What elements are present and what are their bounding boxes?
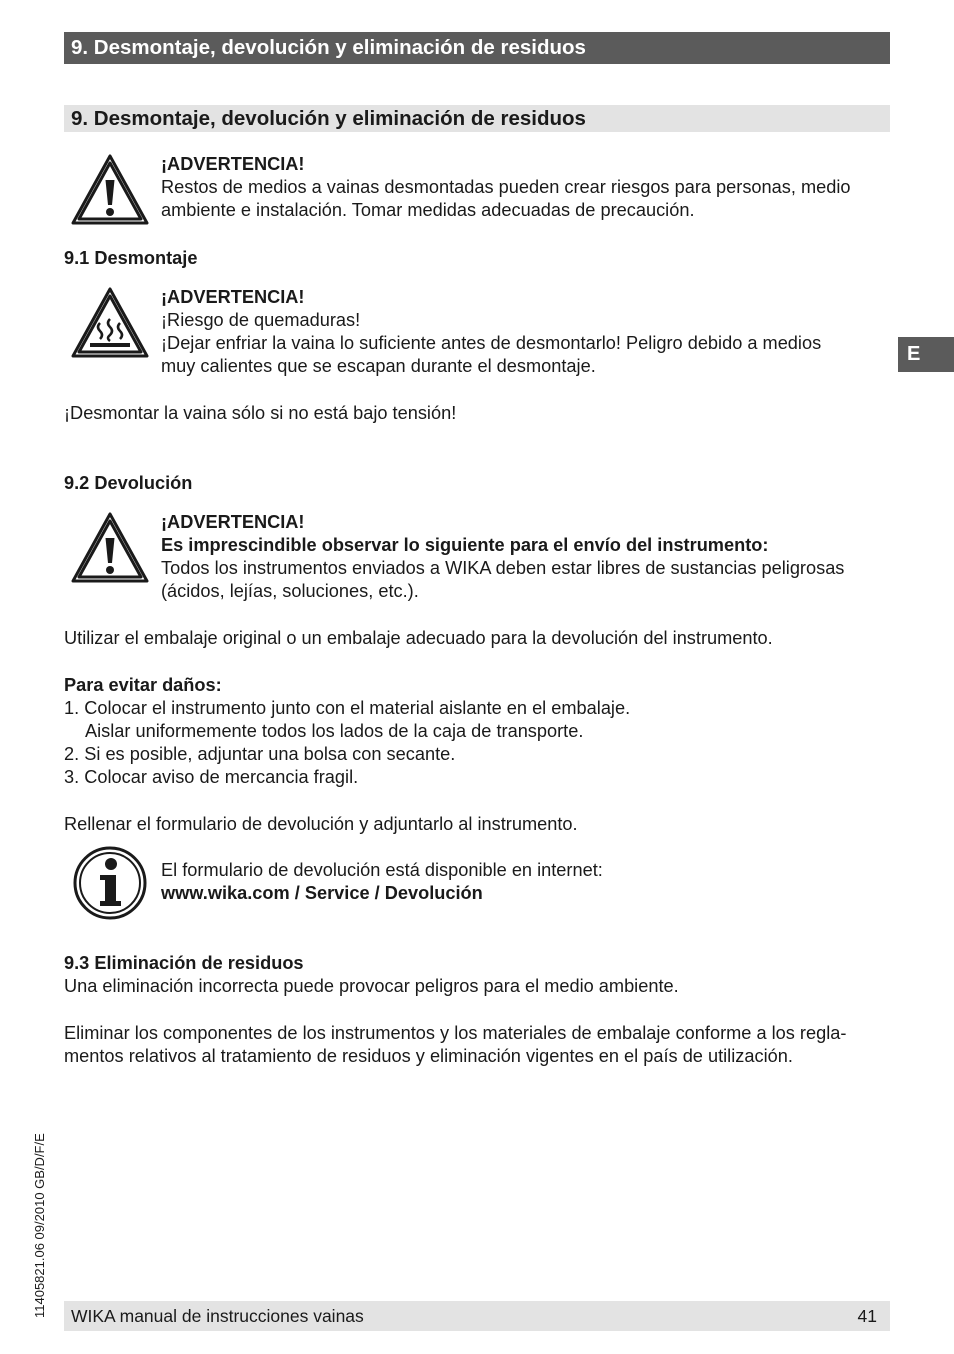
- disposal-text-line: Eliminar los componentes de los instrumentos y los materiales de embalaje conforme a los regla-: [64, 1023, 847, 1043]
- disposal-paragraph: [64, 1022, 890, 1068]
- list-item: 2. Si es posible, adjuntar una bolsa con secante.: [64, 744, 456, 764]
- disposal-text-line: Una eliminación incorrecta puede provocar peligros para el medio ambiente.: [64, 976, 679, 996]
- info-link[interactable]: www.wika.com / Service / Devolución: [161, 883, 483, 903]
- warning-title: ¡ADVERTENCIA!: [161, 154, 305, 174]
- warning-text-line: Todos los instrumentos enviados a WIKA deben estar libres de sustancias peligrosas: [161, 558, 845, 578]
- warning-text-line: Restos de medios a vainas desmontadas pueden crear riesgos para personas, medio: [161, 177, 851, 197]
- list-item: 1. Colocar el instrumento junto con el material aislante en el embalaje.: [64, 698, 631, 718]
- warning-title: ¡ADVERTENCIA!: [161, 512, 305, 532]
- disposal-text-line: mentos relativos al tratamiento de residuos y eliminación vigentes en el país de utilización.: [64, 1046, 793, 1066]
- warning-text-line: ¡Dejar enfriar la vaina lo suficiente antes de desmontarlo! Peligro debido a medios: [161, 333, 822, 353]
- header-banner-title: 9. Desmontaje, devolución y eliminación de residuos: [71, 36, 586, 59]
- info-text: El formulario de devolución está disponible en internet:: [161, 860, 603, 880]
- warning-text-line: muy calientes que se escapan durante el desmontaje.: [161, 356, 596, 376]
- subsection-title-disassembly: 9.1 Desmontaje: [64, 248, 198, 268]
- avoid-damage-list: [64, 674, 890, 789]
- warning-text-line: (ácidos, lejías, soluciones, etc.).: [161, 581, 419, 601]
- warning-text-line: ¡Riesgo de quemaduras!: [161, 310, 361, 330]
- subsection-title-disposal: 9.3 Eliminación de residuos: [64, 953, 304, 973]
- packaging-instruction: Utilizar el embalaje original o un embalaje adecuado para la devolución del instrumento.: [64, 628, 773, 648]
- disassembly-note: ¡Desmontar la vaina sólo si no está bajo tensión!: [64, 403, 457, 423]
- warning-block-1: [161, 153, 891, 222]
- warning-text-line: ambiente e instalación. Tomar medidas adecuadas de precaución.: [161, 200, 695, 220]
- language-tab-label: E: [907, 343, 921, 365]
- warning-block-2: [161, 286, 891, 378]
- section-heading: [64, 105, 890, 132]
- page-number: 41: [857, 1306, 877, 1326]
- language-tab: [898, 337, 954, 372]
- warning-emphasis-line: Es imprescindible observar lo siguiente para el envío del instrumento:: [161, 535, 769, 555]
- subsection-title-return: 9.2 Devolución: [64, 473, 193, 493]
- section-heading-title: 9. Desmontaje, devolución y eliminación de residuos: [71, 107, 586, 130]
- info-block: [161, 859, 891, 905]
- warning-triangle-icon: [70, 511, 150, 591]
- page-footer: [64, 1301, 890, 1331]
- list-item: 3. Colocar aviso de mercancia fragil.: [64, 767, 359, 787]
- warning-block-3: [161, 511, 891, 603]
- list-item-continuation: Aislar uniformemente todos los lados de la caja de transporte.: [85, 721, 584, 741]
- info-icon: [72, 845, 148, 921]
- document-code: 11405821.06 09/2010 GB/D/F/E: [32, 1133, 47, 1318]
- hot-surface-warning-icon: [70, 286, 150, 366]
- avoid-damage-title: Para evitar daños:: [64, 675, 222, 695]
- warning-title: ¡ADVERTENCIA!: [161, 287, 305, 307]
- footer-title: WIKA manual de instrucciones vainas: [71, 1306, 364, 1326]
- warning-triangle-icon: [70, 153, 150, 233]
- header-banner: [64, 32, 890, 64]
- return-form-instruction: Rellenar el formulario de devolución y adjuntarlo al instrumento.: [64, 814, 578, 834]
- disposal-section: [64, 952, 890, 998]
